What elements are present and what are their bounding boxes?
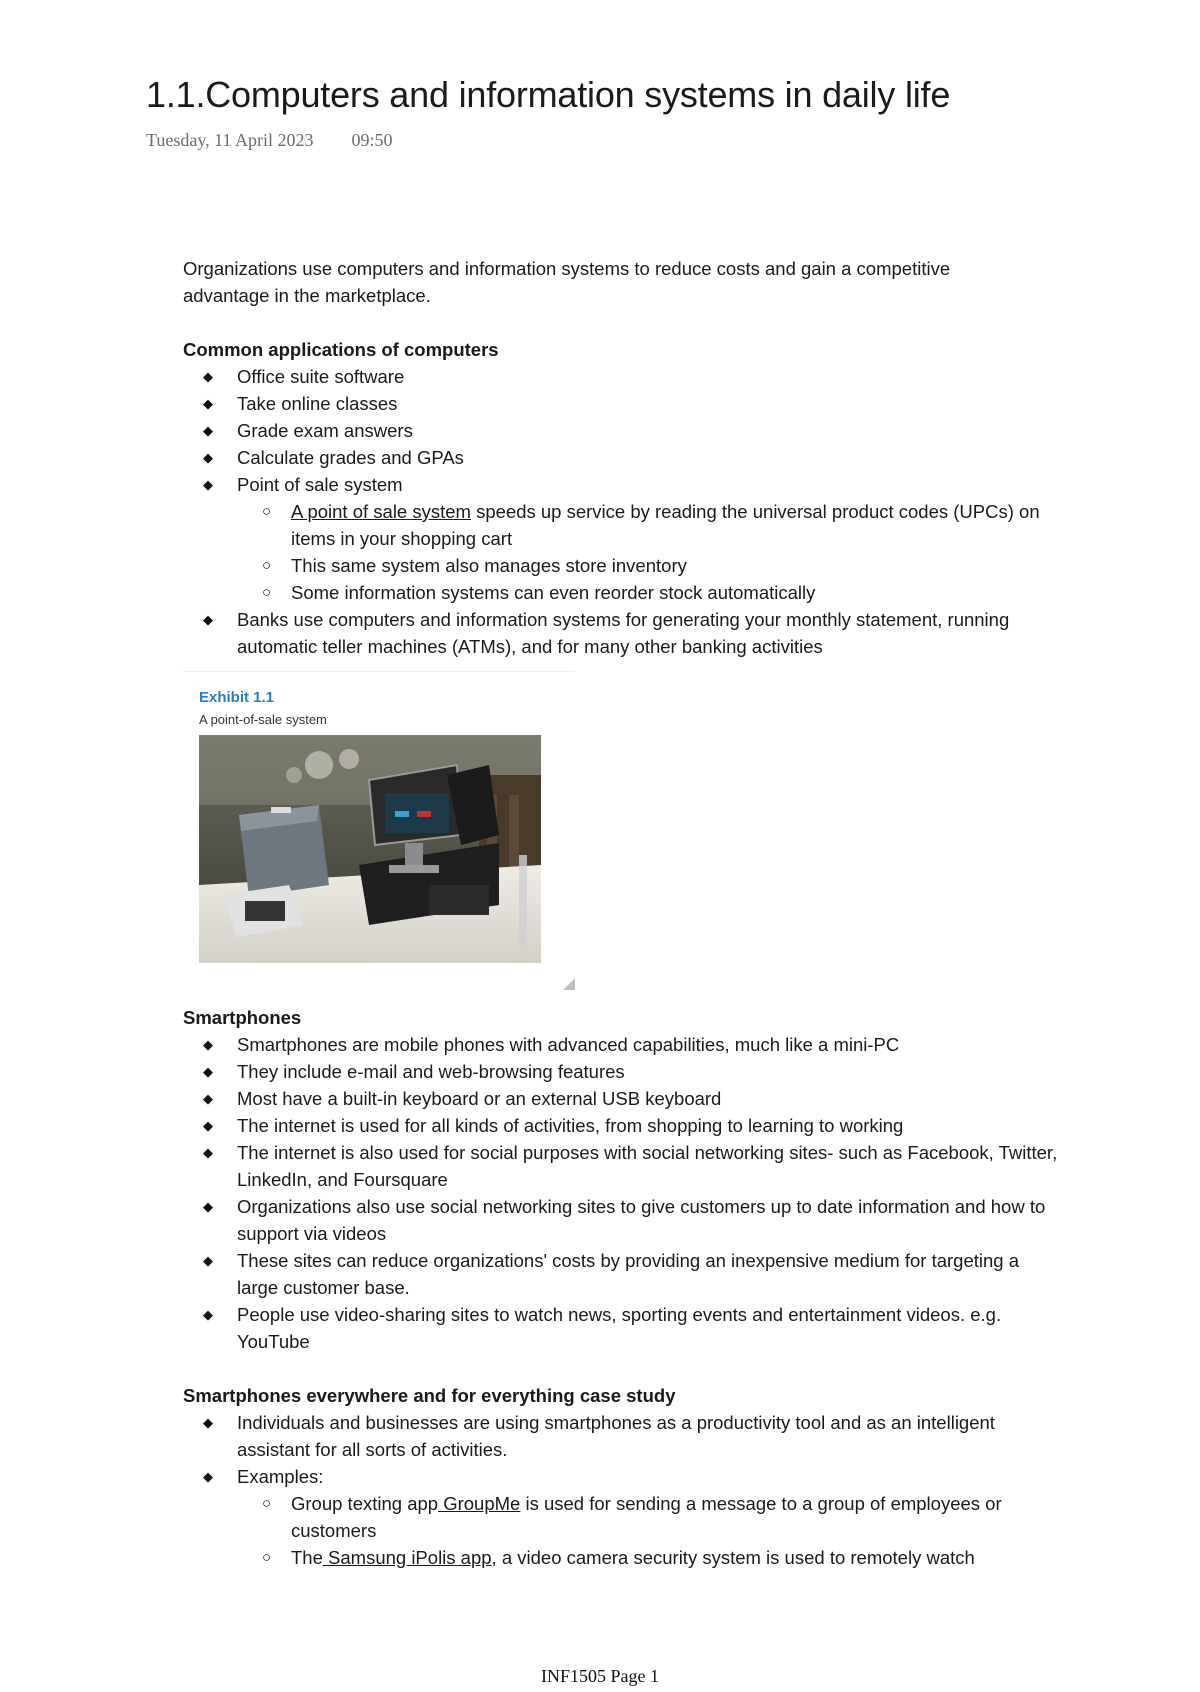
page-meta xyxy=(146,130,431,151)
list-item: ◆ Grade exam answers xyxy=(183,417,1063,444)
pos-sublist xyxy=(237,498,1063,606)
sub-list-item: ○ Some information systems can even reorder stock automatically xyxy=(237,579,1063,606)
pos-system-photo xyxy=(199,735,541,963)
note-body xyxy=(183,255,1063,1571)
exhibit-figure xyxy=(183,671,575,990)
smartphones-heading: Smartphones xyxy=(183,1007,302,1028)
list-item: ◆ Organizations also use social networking sites to give customers up to date information and how to support via videos xyxy=(183,1193,1063,1247)
intro-line-2: advantage in the marketplace. xyxy=(183,285,431,306)
sub-list-item xyxy=(237,498,1063,552)
resize-handle[interactable] xyxy=(563,978,575,990)
page-title: 1.1.Computers and information systems in daily life xyxy=(146,74,951,115)
intro-paragraph xyxy=(183,255,1063,309)
sub-list-item xyxy=(237,1490,1063,1544)
examples-label: Examples: xyxy=(237,1466,324,1487)
applications-list xyxy=(183,363,1063,660)
intro-line-1: Organizations use computers and information systems to reduce costs and gain a competitive xyxy=(183,258,951,279)
exhibit-title: Exhibit 1.1 xyxy=(199,689,275,706)
exhibit-subtitle: A point-of-sale system xyxy=(199,712,327,727)
pos-label: Point of sale system xyxy=(237,474,403,495)
examples-sublist xyxy=(237,1490,1063,1571)
sub-list-item: ○ This same system also manages store inventory xyxy=(237,552,1063,579)
case-study-list xyxy=(183,1409,1063,1571)
sub-list-item xyxy=(237,1544,1063,1571)
page-time: 09:50 xyxy=(351,130,393,150)
ipolis-link[interactable]: Samsung iPolis app xyxy=(322,1547,492,1568)
list-item: ◆ Individuals and businesses are using smartphones as a productivity tool and as an intelligent assistant for all sorts of activities. xyxy=(183,1409,1063,1463)
applications-heading: Common applications of computers xyxy=(183,339,499,360)
page-footer: INF1505 Page 1 xyxy=(541,1666,659,1686)
list-item: ◆ The internet is used for all kinds of activities, from shopping to learning to working xyxy=(183,1112,1063,1139)
list-item: ◆ People use video-sharing sites to watch news, sporting events and entertainment videos. e.g. YouTube xyxy=(183,1301,1063,1355)
ex1-post: is used for sending a message to a group of employees or customers xyxy=(291,1493,1002,1541)
list-item: ◆ Most have a built-in keyboard or an external USB keyboard xyxy=(183,1085,1063,1112)
list-item: ◆ The internet is also used for social purposes with social networking sites- such as Facebook, Twitter, LinkedIn, and Foursquare xyxy=(183,1139,1063,1193)
list-item: ◆ Take online classes xyxy=(183,390,1063,417)
list-item: ◆ Office suite software xyxy=(183,363,1063,390)
smartphones-list xyxy=(183,1031,1063,1355)
ex2-pre: The xyxy=(291,1547,323,1568)
pos-sub1-text: speeds up service by reading the universal product codes (UPCs) on items in your shopping cart xyxy=(291,501,1040,549)
ex2-post: , a video camera security system is used to remotely watch xyxy=(491,1547,975,1568)
list-item: ◆ These sites can reduce organizations' costs by providing an inexpensive medium for targeting a large customer base. xyxy=(183,1247,1063,1301)
page-date: Tuesday, 11 April 2023 xyxy=(146,130,314,150)
list-item: ◆ They include e-mail and web-browsing features xyxy=(183,1058,1063,1085)
ex1-pre: Group texting app xyxy=(291,1493,439,1514)
list-item xyxy=(183,471,1063,606)
list-item: ◆ Calculate grades and GPAs xyxy=(183,444,1063,471)
list-item xyxy=(183,1463,1063,1571)
list-item: ◆ Smartphones are mobile phones with advanced capabilities, much like a mini-PC xyxy=(183,1031,1063,1058)
pos-link[interactable]: A point of sale system xyxy=(291,501,471,522)
case-study-heading: Smartphones everywhere and for everything case study xyxy=(183,1385,676,1406)
groupme-link[interactable]: GroupMe xyxy=(438,1493,521,1514)
list-item: ◆ Banks use computers and information systems for generating your monthly statement, running automatic teller machines (ATMs), and for many other banking activities xyxy=(183,606,1063,660)
